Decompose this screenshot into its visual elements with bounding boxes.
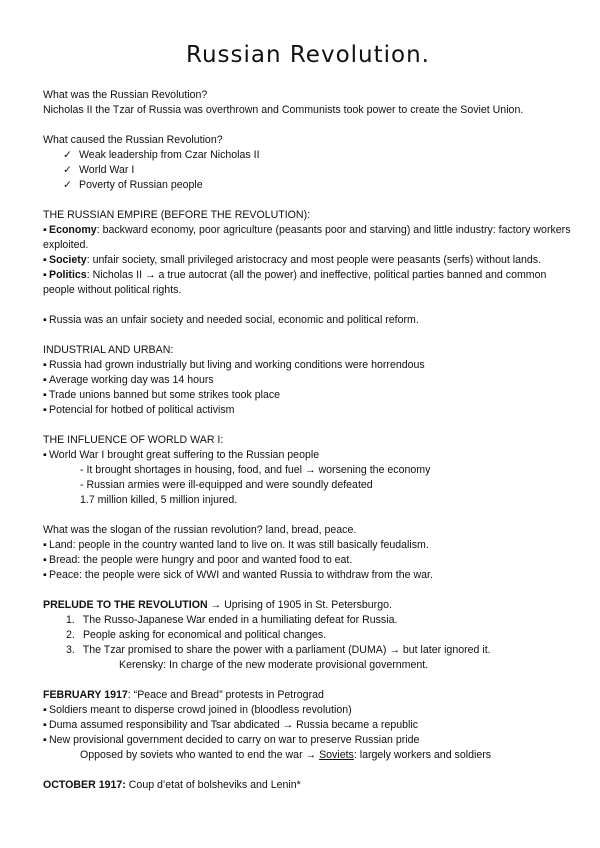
list-item: ▪ Soldiers meant to disperse crowd joined in (bloodless revolution) [43,704,352,716]
politics-item: ▪ Politics: Nicholas II → a true autocrat (all the power) and ineffective, political parties banned and common people without political rights. [43,269,547,296]
ww1-sub-item: - Russian armies were ill-equipped and were soundly defeated [80,479,373,491]
february-heading: FEBRUARY 1917: “Peace and Bread” protests in Petrograd [43,689,324,701]
slogan-question: What was the slogan of the russian revolution? land, bread, peace. [43,524,357,536]
bullet-icon: ▪ [43,314,47,326]
list-item: ▪ Potencial for hotbed of political activism [43,404,235,416]
bullet-icon: ▪ [43,704,47,716]
cause-item: ✓ Poverty of Russian people [63,179,203,191]
bullet-icon: ▪ [43,449,47,461]
bullet-icon: ▪ [43,404,47,416]
list-item: ▪ Duma assumed responsibility and Tsar abdicated → Russia became a republic [43,719,419,731]
check-icon: ✓ [63,164,72,176]
numbered-item: 1. The Russo-Japanese War ended in a humiliating defeat for Russia. [66,614,398,626]
industrial-heading: INDUSTRIAL AND URBAN: [43,344,174,356]
soviets-term: Soviets [319,749,354,761]
empire-heading: THE RUSSIAN EMPIRE (BEFORE THE REVOLUTION): [43,209,311,221]
empire-summary: ▪ Russia was an unfair society and needed social, economic and political reform. [43,314,419,326]
cause-item: ✓ World War I [63,164,135,176]
cause-item: ✓ Weak leadership from Czar Nicholas II [63,149,260,161]
october-heading: OCTOBER 1917: Coup d’etat of bolsheviks and Lenin* [43,779,301,791]
list-item: ▪ Bread: the people were hungry and poor and wanted food to eat. [43,554,353,566]
check-icon: ✓ [63,179,72,191]
bullet-icon: ▪ [43,269,47,281]
opposition-note: Opposed by soviets who wanted to end the war → Soviets: largely workers and soldiers [80,749,492,761]
ww1-casualties: 1.7 million killed, 5 million injured. [80,494,238,506]
list-item: ▪ Land: people in the country wanted land to live on. It was still basically feudalism. [43,539,429,551]
bullet-icon: ▪ [43,569,47,581]
answer-1: Nicholas II the Tzar of Russia was overthrown and Communists took power to create the Soviet Union. [43,104,524,116]
numbered-item: 3. The Tzar promised to share the power with a parliament (DUMA) → but later ignored it. [66,644,491,656]
bullet-icon: ▪ [43,719,47,731]
list-item: ▪ Trade unions banned but some strikes took place [43,389,281,401]
bullet-icon: ▪ [43,254,47,266]
ww1-main: ▪ World War I brought great suffering to the Russian people [43,449,320,461]
list-item: ▪ Peace: the people were sick of WWI and wanted Russia to withdraw from the war. [43,569,433,581]
kerensky-note: Kerensky: In charge of the new moderate provisional government. [119,659,429,671]
question-2: What caused the Russian Revolution? [43,134,223,146]
list-item: ▪ New provisional government decided to carry on war to preserve Russian pride [43,734,420,746]
check-icon: ✓ [63,149,72,161]
bullet-icon: ▪ [43,734,47,746]
document-page [43,40,573,793]
ww1-heading: THE INFLUENCE OF WORLD WAR I: [43,434,224,446]
bullet-icon: ▪ [43,359,47,371]
list-item: ▪ Russia had grown industrially but living and working conditions were horrendous [43,359,425,371]
economy-item: ▪ Economy: backward economy, poor agriculture (peasants poor and starving) and little industry: factory workers exploited. [43,224,571,251]
bullet-icon: ▪ [43,374,47,386]
page-title: Russian Revolution. [186,42,430,68]
numbered-item: 2. People asking for economical and political changes. [66,629,327,641]
question-1: What was the Russian Revolution? [43,89,208,101]
bullet-icon: ▪ [43,389,47,401]
bullet-icon: ▪ [43,554,47,566]
list-item: ▪ Average working day was 14 hours [43,374,214,386]
society-item: ▪ Society: unfair society, small privileged aristocracy and most people were peasants (serfs) without lands. [43,254,542,266]
prelude-heading: PRELUDE TO THE REVOLUTION → Uprising of 1905 in St. Petersburgo. [43,599,392,611]
ww1-sub-item: - It brought shortages in housing, food, and fuel → worsening the economy [80,464,431,476]
bullet-icon: ▪ [43,539,47,551]
bullet-icon: ▪ [43,224,47,236]
